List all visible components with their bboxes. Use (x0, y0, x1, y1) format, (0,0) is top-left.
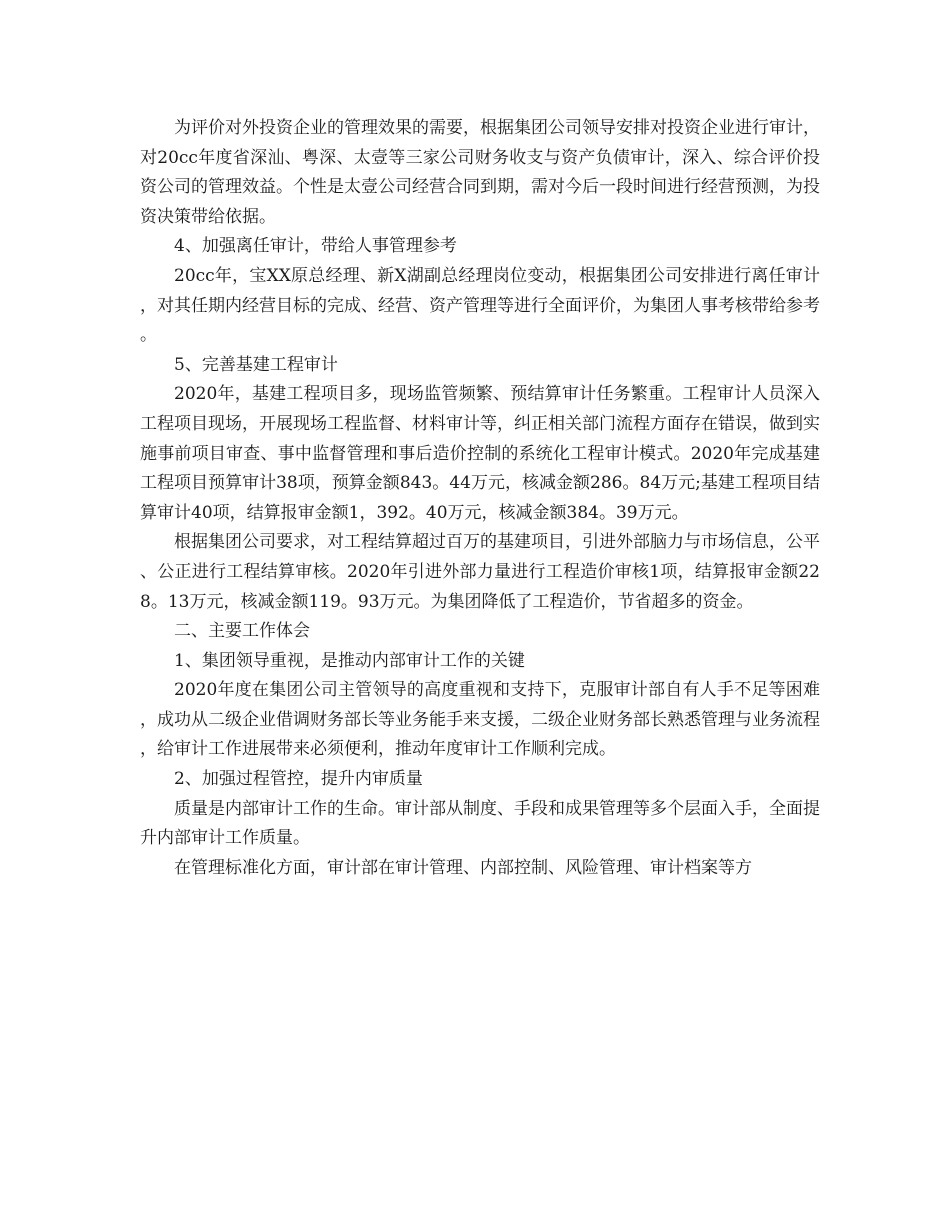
heading-departure-audit: 4、加强离任审计，带给人事管理参考 (174, 236, 457, 257)
paragraph-external-review: 根据集团公司要求，对工程结算超过百万的基建项目，引进外部脑力与市场信息，公平、公正进行工程结算审核。2020年引进外部力量进行工程造价审核1项，结算报审金额228。13万元，核减金额119。93万元。为集团降低了工程造价，节省超多的资金。 (140, 532, 820, 612)
heading-construction-audit: 5、完善基建工程审计 (174, 354, 338, 375)
paragraph-departure-audit: 20cc年，宝XX原总经理、新X湖副总经理岗位变动，根据集团公司安排进行离任审计，对其任期内经营目标的完成、经营、资产管理等进行全面评价，为集团人事考核带给参考。 (140, 265, 820, 346)
heading-work-experience: 二、主要工作体会 (174, 621, 310, 642)
paragraph-leadership-support: 2020年度在集团公司主管领导的高度重视和支持下，克服审计部自有人手不足等困难，成功从二级企业借调财务部长等业务能手来支援，二级企业财务部长熟悉管理与业务流程，给审计工作进展带来必须便利，推动年度审计工作顺利完成。 (140, 680, 820, 760)
paragraph-investment-audit: 为评价对外投资企业的管理效果的需要，根据集团公司领导安排对投资企业进行审计，对20cc年度省深汕、粤深、太壹等三家公司财务收支与资产负债审计，深入、综合评价投资公司的管理效益。个性是太壹公司经营合同到期，需对今后一段时间进行经营预测，为投资决策带给依据。 (140, 118, 820, 227)
document-page (140, 114, 820, 883)
paragraph-standardization: 在管理标准化方面，审计部在审计管理、内部控制、风险管理、审计档案等方 (174, 857, 752, 878)
heading-process-control: 2、加强过程管控，提升内审质量 (174, 769, 423, 790)
heading-leadership-support: 1、集团领导重视，是推动内部审计工作的关键 (174, 650, 525, 671)
paragraph-construction-audit: 2020年，基建工程项目多，现场监管频繁、预结算审计任务繁重。工程审计人员深入工程项目现场，开展现场工程监督、材料审计等，纠正相关部门流程方面存在错误，做到实施事前项目审查、事中监督管理和事后造价控制的系统化工程审计模式。2020年完成基建工程项目预算审计38项，预算金额843。44万元，核减金额286。84万元;基建工程项目结算审计40项，结算报审金额1，392。40万元，核减金额384。39万元。 (140, 384, 820, 523)
paragraph-quality: 质量是内部审计工作的生命。审计部从制度、手段和成果管理等多个层面入手，全面提升内部审计工作质量。 (140, 798, 820, 849)
